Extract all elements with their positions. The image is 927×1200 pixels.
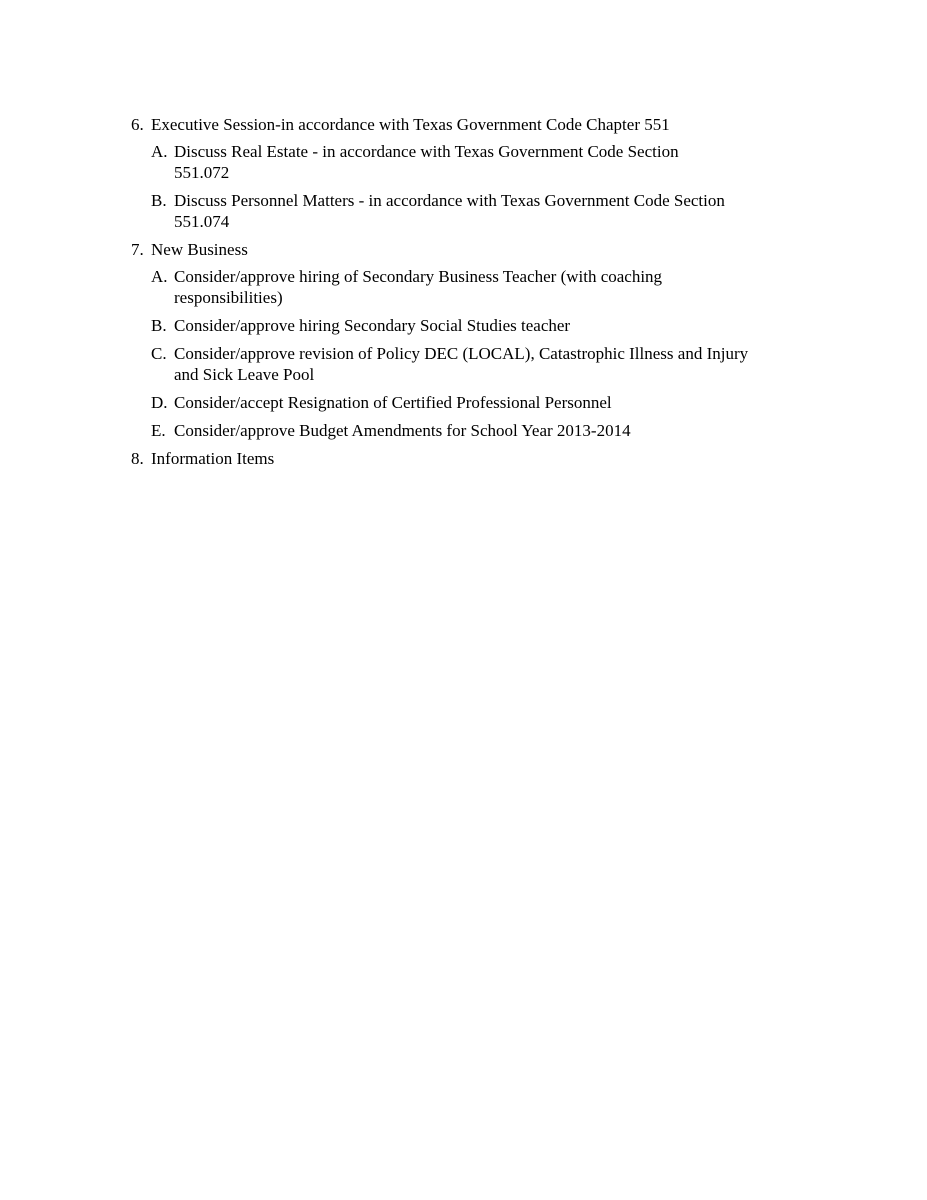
subitem-letter: A. <box>151 142 168 161</box>
agenda-item-text: New Business <box>151 240 248 259</box>
subitem-text: Discuss Real Estate - in accordance with Texas Government Code Section 551.072 <box>174 142 679 182</box>
subitem-letter: D. <box>151 393 168 412</box>
subitem-letter: E. <box>151 421 166 440</box>
agenda-subitem-6b <box>151 190 791 232</box>
agenda-subitem-7a <box>151 266 791 308</box>
subitem-text: Discuss Personnel Matters - in accordance with Texas Government Code Section 551.074 <box>174 191 725 231</box>
agenda-item-8 <box>131 448 791 469</box>
agenda-subitem-7b <box>151 315 791 336</box>
agenda-item-7 <box>131 239 791 260</box>
agenda-item-6 <box>131 114 791 135</box>
subitem-letter: B. <box>151 316 167 335</box>
agenda-subitem-6a <box>151 141 791 183</box>
agenda-subitem-7e <box>151 420 791 441</box>
subitem-text: Consider/approve Budget Amendments for School Year 2013-2014 <box>174 421 631 440</box>
agenda-item-number: 8. <box>131 449 144 468</box>
agenda-item-number: 7. <box>131 240 144 259</box>
subitem-letter: C. <box>151 344 167 363</box>
subitem-text: Consider/approve hiring Secondary Social Studies teacher <box>174 316 571 335</box>
agenda-list <box>131 114 791 475</box>
agenda-item-text: Information Items <box>151 449 275 468</box>
agenda-item-number: 6. <box>131 115 144 134</box>
agenda-item-text: Executive Session-in accordance with Texas Government Code Chapter 551 <box>151 115 670 134</box>
subitem-letter: B. <box>151 191 167 210</box>
agenda-item-7-subitems <box>151 266 791 441</box>
agenda-subitem-7c <box>151 343 791 385</box>
subitem-text: Consider/approve revision of Policy DEC (LOCAL), Catastrophic Illness and Injury and Sick Leave Pool <box>174 344 749 384</box>
subitem-letter: A. <box>151 267 168 286</box>
subitem-text: Consider/accept Resignation of Certified Professional Personnel <box>174 393 612 412</box>
agenda-subitem-7d <box>151 392 791 413</box>
agenda-item-6-subitems <box>151 141 791 232</box>
subitem-text: Consider/approve hiring of Secondary Business Teacher (with coaching responsibilities) <box>174 267 663 307</box>
